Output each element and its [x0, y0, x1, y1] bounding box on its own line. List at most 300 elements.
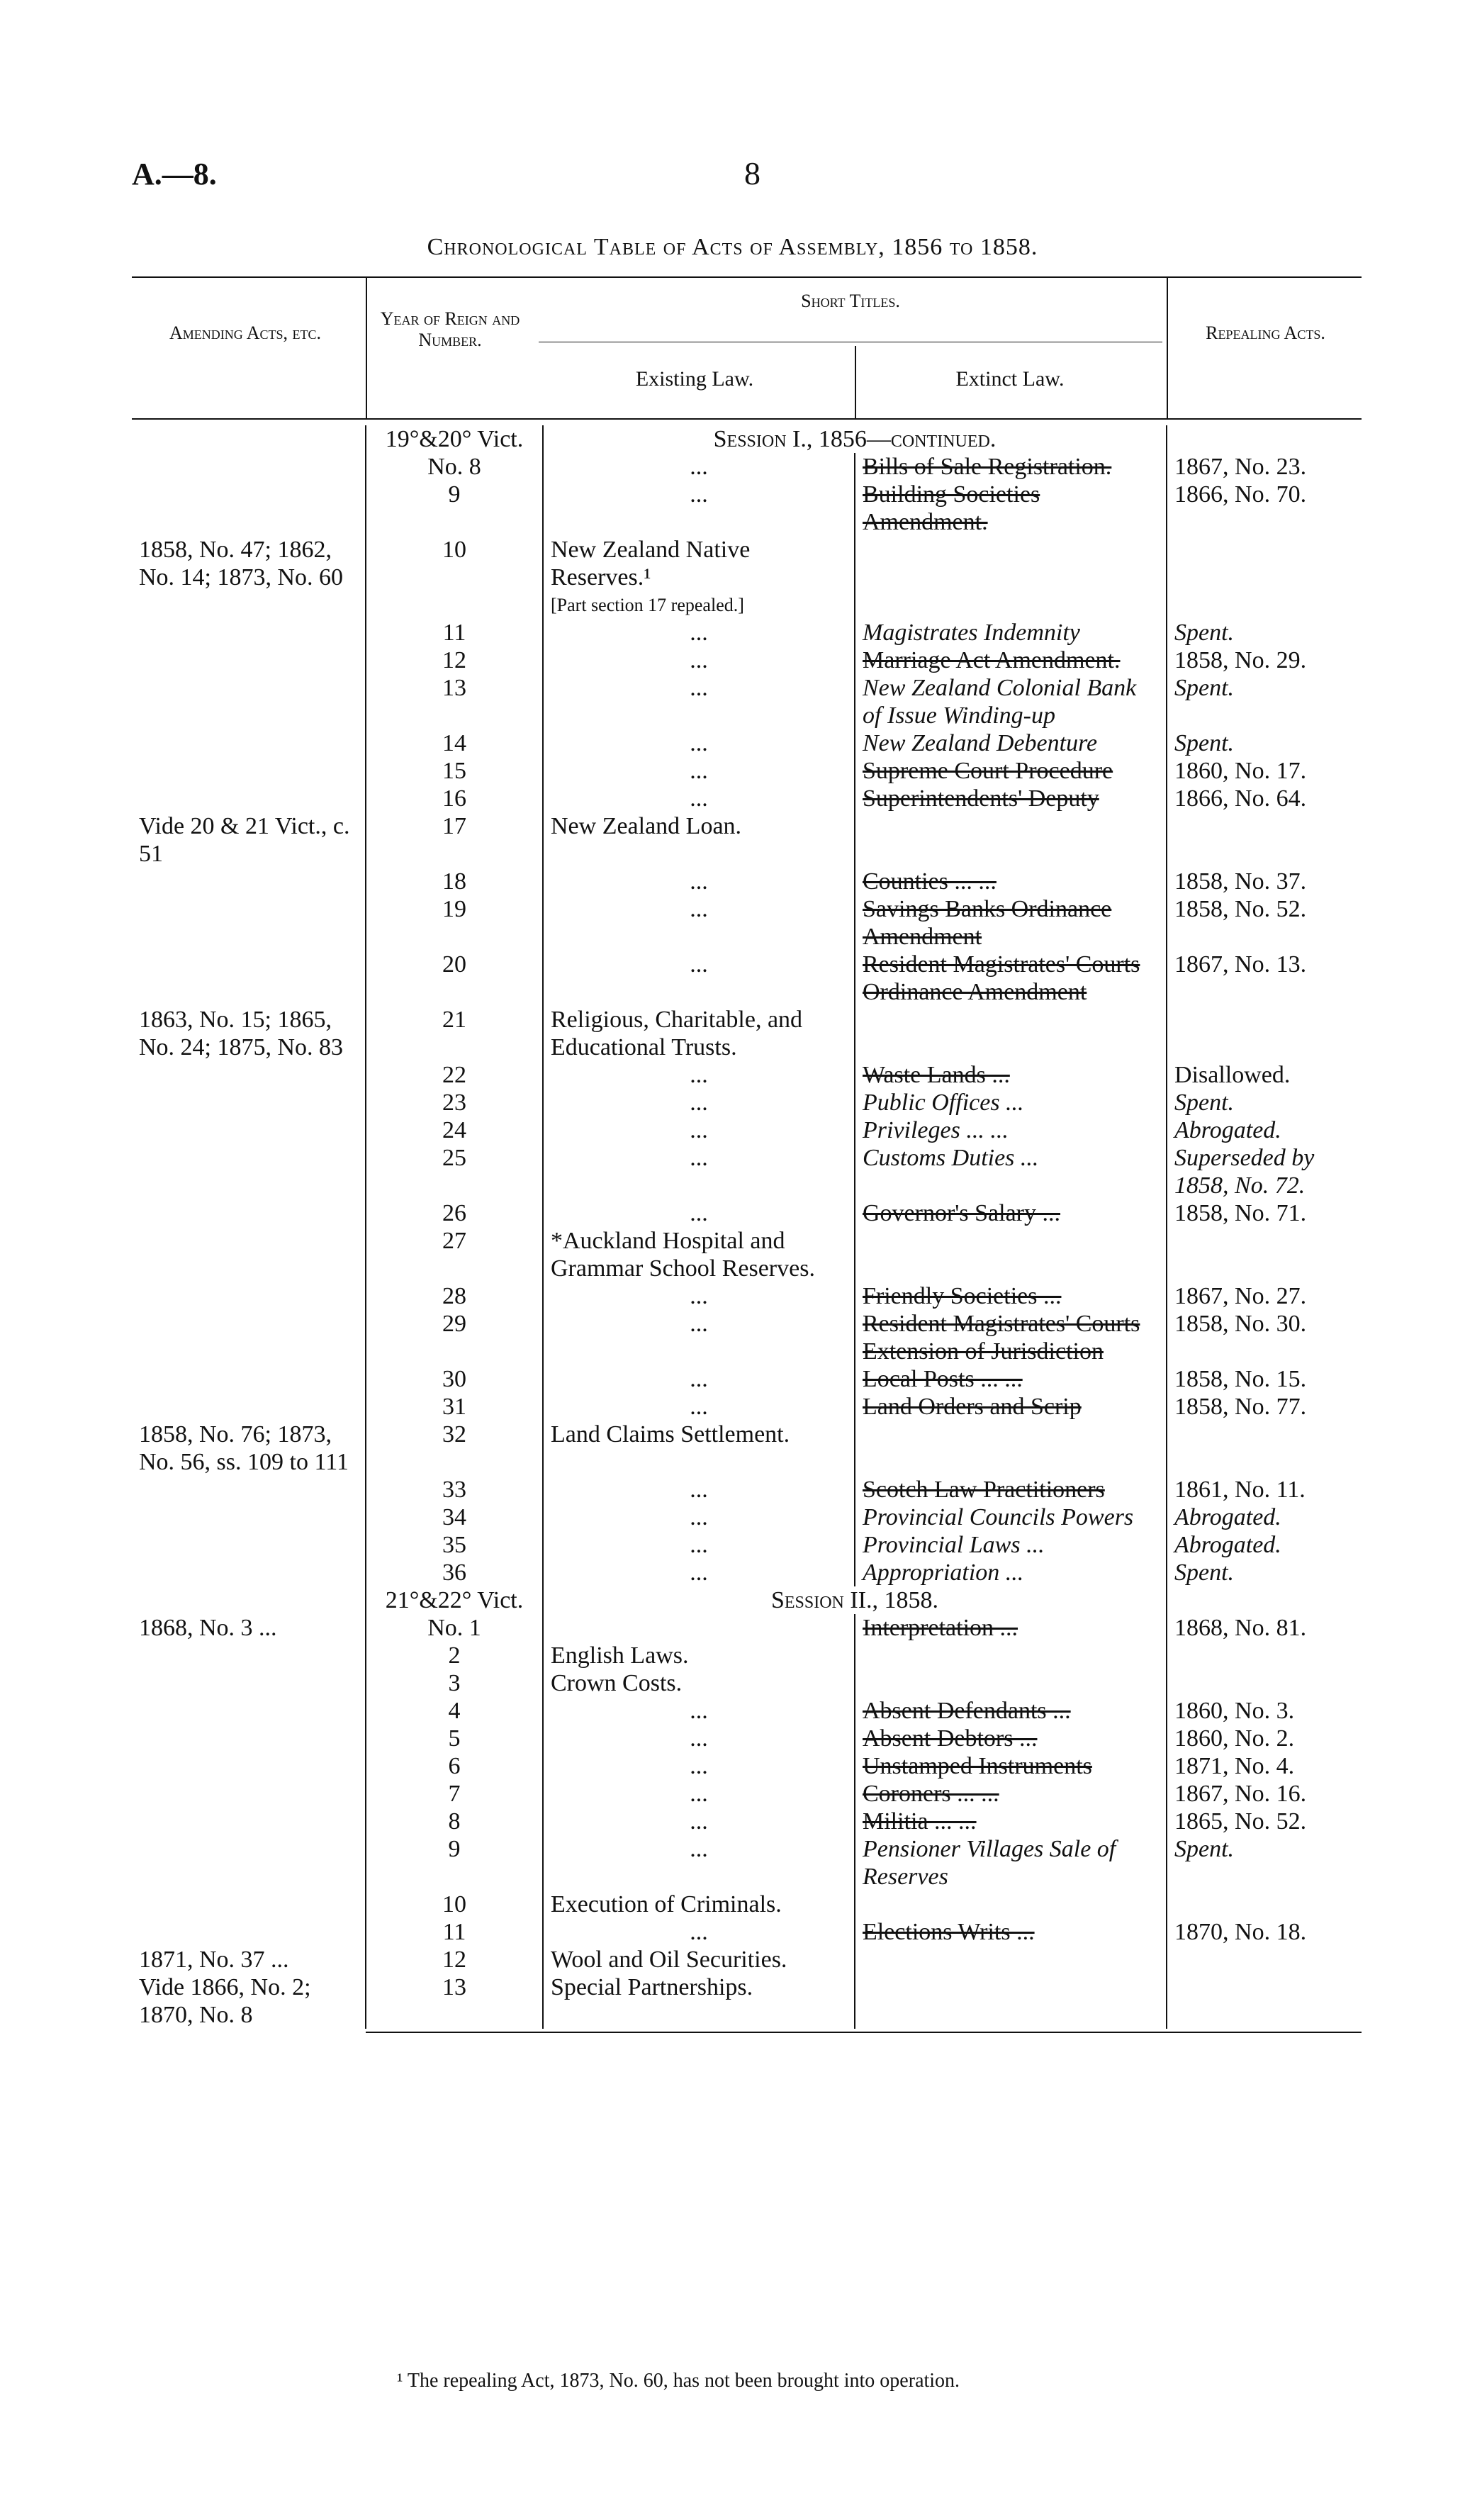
- repealing-act-cell: [1167, 425, 1362, 453]
- existing-law-cell: [543, 1531, 855, 1559]
- year-cell: 33: [366, 1476, 543, 1503]
- table-row: [132, 481, 1362, 536]
- col-header-year: Year of Reign and Number.: [380, 308, 520, 350]
- year-cell: 15: [366, 757, 543, 785]
- year-cell: 36: [366, 1559, 543, 1586]
- existing-law-cell: [543, 1282, 855, 1310]
- extinct-law-cell: Bills of Sale Registration.: [855, 453, 1167, 481]
- extinct-law-cell: Resident Magistrates' Courts Extension of Jurisdiction: [855, 1310, 1167, 1365]
- amending-cell: [132, 1642, 366, 1669]
- extinct-law-cell: Militia ... ...: [855, 1808, 1167, 1835]
- table-row: [132, 951, 1362, 1006]
- extinct-law-cell: Absent Defendants ...: [855, 1697, 1167, 1725]
- existing-law-text: ...: [690, 1477, 708, 1503]
- repealing-act-cell: Spent.: [1174, 1836, 1235, 1862]
- amending-cell: [132, 1199, 366, 1227]
- existing-law-text: ...: [690, 647, 708, 673]
- repealing-act-cell: 1858, No. 30.: [1174, 1311, 1307, 1337]
- year-cell: 20: [366, 951, 543, 1006]
- existing-law-text: ...: [690, 868, 708, 895]
- year-cell: 25: [366, 1144, 543, 1199]
- footnote: ¹ The repealing Act, 1873, No. 60, has not been brought into operation.: [397, 2370, 960, 2392]
- amending-cell: [132, 1586, 366, 1614]
- table-row: [132, 1946, 1362, 1973]
- repealing-act-cell: 1866, No. 64.: [1174, 785, 1307, 812]
- extinct-law-cell: Scotch Law Practitioners: [855, 1476, 1167, 1503]
- existing-law-cell: [543, 1061, 855, 1089]
- amending-cell: [132, 951, 366, 1006]
- extinct-law-cell: Land Orders and Scrip: [855, 1393, 1167, 1421]
- table-row: [132, 1973, 1362, 2029]
- year-cell: 11: [366, 1918, 543, 1946]
- extinct-law-cell: Local Posts ... ...: [855, 1365, 1167, 1393]
- amending-cell: [132, 1808, 366, 1835]
- table-row: [132, 674, 1362, 729]
- extinct-law-cell: [855, 1973, 1167, 2029]
- amending-cell: [132, 481, 366, 536]
- year-cell: 11: [366, 619, 543, 646]
- extinct-law-cell: Appropriation ...: [855, 1559, 1167, 1586]
- amending-cell: [132, 1144, 366, 1199]
- year-cell: 26: [366, 1199, 543, 1227]
- repealing-act-cell: 1870, No. 18.: [1174, 1919, 1307, 1945]
- repealing-act-cell: Abrogated.: [1174, 1504, 1281, 1530]
- amending-cell: [132, 1531, 366, 1559]
- existing-law-cell: [543, 757, 855, 785]
- existing-law-text: ...: [690, 730, 708, 756]
- year-cell: 23: [366, 1089, 543, 1116]
- existing-law-cell: [543, 1089, 855, 1116]
- extinct-law-cell: Magistrates Indemnity: [855, 619, 1167, 646]
- repealing-act-cell: 1867, No. 27.: [1174, 1283, 1307, 1309]
- year-cell: 14: [366, 729, 543, 757]
- repealing-act-cell: Spent.: [1174, 675, 1235, 701]
- year-cell: No. 8: [366, 453, 543, 481]
- table-row: [132, 1697, 1362, 1725]
- existing-law-text: Execution of Criminals.: [551, 1891, 782, 1917]
- existing-law-cell: [543, 1752, 855, 1780]
- extinct-law-cell: Savings Banks Ordinance Amendment: [855, 895, 1167, 951]
- existing-law-text: ...: [690, 1532, 708, 1558]
- table-row: [132, 1310, 1362, 1365]
- repealing-act-cell: [1167, 812, 1362, 868]
- repealing-act-cell: 1860, No. 3.: [1174, 1698, 1295, 1724]
- table-row: [132, 1725, 1362, 1752]
- existing-law-text: English Laws.: [551, 1642, 689, 1669]
- repealing-act-cell: [1167, 1586, 1362, 1614]
- extinct-law-cell: [855, 1669, 1167, 1697]
- existing-law-cell: [543, 1808, 855, 1835]
- repealing-act-cell: 1867, No. 23.: [1174, 454, 1307, 480]
- amending-cell: [132, 1669, 366, 1697]
- amending-cell: [132, 1089, 366, 1116]
- existing-law-text: Crown Costs.: [551, 1670, 683, 1696]
- repealing-act-cell: 1866, No. 70.: [1174, 481, 1307, 508]
- year-cell: 12: [366, 1946, 543, 1973]
- repealing-act-cell: 1868, No. 81.: [1174, 1615, 1307, 1641]
- table-bottom-rule: [366, 2032, 1362, 2033]
- repealing-act-cell: 1865, No. 52.: [1174, 1808, 1307, 1835]
- table-row: [132, 757, 1362, 785]
- extinct-law-cell: New Zealand Debenture: [855, 729, 1167, 757]
- table-row: [132, 1116, 1362, 1144]
- existing-law-text: ...: [690, 1366, 708, 1392]
- table-row: [132, 1642, 1362, 1669]
- repealing-act-cell: [1167, 1006, 1362, 1061]
- amending-cell: 1858, No. 76; 1873, No. 56, ss. 109 to 111: [139, 1421, 349, 1475]
- amending-cell: [132, 895, 366, 951]
- table-row: [132, 1559, 1362, 1586]
- existing-law-text: ...: [690, 1781, 708, 1807]
- table-row: [132, 785, 1362, 812]
- amending-cell: [132, 1891, 366, 1918]
- year-cell: 32: [366, 1421, 543, 1476]
- extinct-law-cell: Superintendents' Deputy: [855, 785, 1167, 812]
- extinct-law-cell: [855, 1891, 1167, 1918]
- repealing-act-cell: 1861, No. 11.: [1174, 1477, 1306, 1503]
- extinct-law-cell: New Zealand Colonial Bank of Issue Winding-up: [855, 674, 1167, 729]
- existing-law-cell: [543, 1476, 855, 1503]
- extinct-law-cell: Provincial Laws ...: [855, 1531, 1167, 1559]
- repealing-act-cell: Spent.: [1174, 730, 1235, 756]
- table-row: [132, 895, 1362, 951]
- existing-law-cell: [543, 1835, 855, 1891]
- existing-law-cell: [543, 729, 855, 757]
- existing-law-cell: [543, 1725, 855, 1752]
- header-divider-3: [1167, 278, 1168, 418]
- extinct-law-cell: Counties ... ...: [855, 868, 1167, 895]
- table-row: [132, 646, 1362, 674]
- extinct-law-cell: Coroners ... ...: [855, 1780, 1167, 1808]
- repealing-act-cell: [1167, 1946, 1362, 1973]
- table-row: [132, 1531, 1362, 1559]
- extinct-law-cell: Building Societies Amendment.: [855, 481, 1167, 536]
- existing-law-cell: [543, 646, 855, 674]
- amending-cell: [132, 646, 366, 674]
- extinct-law-cell: Marriage Act Amendment.: [855, 646, 1167, 674]
- col-header-extinct: Extinct Law.: [955, 367, 1065, 391]
- year-cell: 6: [366, 1752, 543, 1780]
- existing-law-text: ...: [690, 1117, 708, 1143]
- repealing-act-cell: [1167, 1973, 1362, 2029]
- year-cell: 18: [366, 868, 543, 895]
- existing-law-text: New Zealand Loan.: [551, 813, 742, 839]
- year-cell: 10: [366, 536, 543, 619]
- table-row: [132, 536, 1362, 619]
- year-cell: 8: [366, 1808, 543, 1835]
- existing-law-cell: [543, 1365, 855, 1393]
- amending-cell: 1868, No. 3 ...: [139, 1615, 277, 1641]
- amending-cell: 1871, No. 37 ...: [139, 1947, 289, 1973]
- extinct-law-cell: [855, 1227, 1167, 1282]
- repealing-act-cell: 1867, No. 16.: [1174, 1781, 1307, 1807]
- year-cell: 22: [366, 1061, 543, 1089]
- existing-law-text: ...: [690, 1394, 708, 1420]
- existing-law-text: ...: [690, 1698, 708, 1724]
- table-row: [132, 1780, 1362, 1808]
- repealing-act-cell: 1858, No. 77.: [1174, 1394, 1307, 1420]
- existing-law-cell: [543, 1421, 855, 1476]
- existing-law-text: Land Claims Settlement.: [551, 1421, 790, 1447]
- repealing-act-cell: 1858, No. 37.: [1174, 868, 1307, 895]
- table-row: [132, 1282, 1362, 1310]
- existing-law-cell: [543, 1891, 855, 1918]
- existing-law-cell: [543, 1227, 855, 1282]
- existing-law-text: ...: [690, 620, 708, 646]
- table-row: [132, 1503, 1362, 1531]
- table-row: [132, 1421, 1362, 1476]
- existing-law-cell: [543, 1559, 855, 1586]
- year-cell: 3: [366, 1669, 543, 1697]
- extinct-law-cell: Governor's Salary ...: [855, 1199, 1167, 1227]
- year-cell: 34: [366, 1503, 543, 1531]
- amending-cell: [132, 1780, 366, 1808]
- existing-law-text: ...: [690, 675, 708, 701]
- amending-cell: 1858, No. 47; 1862, No. 14; 1873, No. 60: [139, 537, 344, 590]
- existing-law-cell: [543, 1503, 855, 1531]
- amending-cell: 1863, No. 15; 1865, No. 24; 1875, No. 83: [139, 1007, 344, 1060]
- existing-law-cell: [543, 1199, 855, 1227]
- extinct-law-cell: Unstamped Instruments: [855, 1752, 1167, 1780]
- table-row: [132, 729, 1362, 757]
- extinct-law-cell: Provincial Councils Powers: [855, 1503, 1167, 1531]
- table-row: [132, 1891, 1362, 1918]
- repealing-act-cell: [1167, 1642, 1362, 1669]
- table-row: [132, 1144, 1362, 1199]
- existing-law-cell: [543, 868, 855, 895]
- repealing-act-cell: 1860, No. 2.: [1174, 1725, 1295, 1752]
- existing-law-cell: [543, 1669, 855, 1697]
- table-row: [132, 1752, 1362, 1780]
- existing-law-text: New Zealand Native Reserves.¹: [551, 537, 751, 590]
- top-rule: [132, 276, 1362, 278]
- table-row: [132, 1089, 1362, 1116]
- table-row: [132, 1918, 1362, 1946]
- existing-law-cell: [543, 1006, 855, 1061]
- page-title: Chronological Table of Acts of Assembly, 1856 to 1858.: [427, 234, 1038, 260]
- year-cell: 21°&22° Vict.: [366, 1586, 543, 1614]
- amending-cell: [132, 619, 366, 646]
- year-cell: 35: [366, 1531, 543, 1559]
- session-heading: Session II., 1858.: [543, 1586, 1167, 1614]
- year-cell: 31: [366, 1393, 543, 1421]
- amending-cell: [132, 1476, 366, 1503]
- year-cell: 5: [366, 1725, 543, 1752]
- year-cell: 29: [366, 1310, 543, 1365]
- repealing-act-cell: Disallowed.: [1174, 1062, 1291, 1088]
- table-row: [132, 1365, 1362, 1393]
- amending-cell: [132, 868, 366, 895]
- extinct-law-cell: [855, 1006, 1167, 1061]
- extinct-law-cell: [855, 536, 1167, 619]
- repealing-act-cell: [1167, 1227, 1362, 1282]
- table-row: [132, 1006, 1362, 1061]
- year-cell: No. 1: [366, 1614, 543, 1642]
- extinct-law-cell: [855, 1946, 1167, 1973]
- table-row: [132, 619, 1362, 646]
- existing-law-text: ...: [690, 1311, 708, 1337]
- existing-law-cell: [543, 1614, 855, 1642]
- amending-cell: [132, 1918, 366, 1946]
- amending-cell: [132, 785, 366, 812]
- existing-law-cell: [543, 812, 855, 868]
- repealing-act-cell: Abrogated.: [1174, 1117, 1281, 1143]
- repealing-act-cell: Abrogated.: [1174, 1532, 1281, 1558]
- existing-law-text: Special Partnerships.: [551, 1974, 753, 2000]
- amending-cell: [132, 1282, 366, 1310]
- existing-law-cell: [543, 1780, 855, 1808]
- amending-cell: [132, 1503, 366, 1531]
- existing-law-cell: [543, 536, 855, 619]
- header-divider-2: [855, 346, 856, 418]
- extinct-law-cell: Waste Lands ...: [855, 1061, 1167, 1089]
- existing-law-note: [Part section 17 repealed.]: [551, 595, 744, 615]
- existing-law-cell: [543, 1310, 855, 1365]
- repealing-act-cell: 1858, No. 52.: [1174, 896, 1307, 922]
- amending-cell: [132, 1559, 366, 1586]
- existing-law-text: ...: [690, 951, 708, 978]
- existing-law-text: ...: [690, 481, 708, 508]
- amending-cell: [132, 425, 366, 453]
- table-row: [132, 1227, 1362, 1282]
- extinct-law-cell: Elections Writs ...: [855, 1918, 1167, 1946]
- extinct-law-cell: [855, 1642, 1167, 1669]
- extinct-law-cell: Supreme Court Procedure: [855, 757, 1167, 785]
- col-header-short-titles: Short Titles.: [801, 291, 900, 311]
- amending-cell: [132, 1116, 366, 1144]
- header-bottom-rule: [132, 418, 1362, 420]
- existing-law-cell: [543, 1918, 855, 1946]
- page-number: 8: [744, 155, 760, 191]
- extinct-law-cell: Resident Magistrates' Courts Ordinance Amendment: [855, 951, 1167, 1006]
- existing-law-cell: [543, 895, 855, 951]
- amending-cell: [132, 1227, 366, 1282]
- existing-law-text: ...: [690, 758, 708, 784]
- session-heading: Session I., 1856—continued.: [543, 425, 1167, 453]
- year-cell: 13: [366, 1973, 543, 2029]
- year-cell: 28: [366, 1282, 543, 1310]
- existing-law-text: ...: [690, 785, 708, 812]
- year-cell: 24: [366, 1116, 543, 1144]
- extinct-law-cell: Customs Duties ...: [855, 1144, 1167, 1199]
- table-row: [132, 1393, 1362, 1421]
- existing-law-cell: [543, 481, 855, 536]
- year-cell: 13: [366, 674, 543, 729]
- col-header-amending: Amending Acts, etc.: [169, 323, 322, 343]
- year-cell: 9: [366, 481, 543, 536]
- existing-law-text: ...: [690, 1062, 708, 1088]
- col-header-repealing: Repealing Acts.: [1206, 323, 1325, 343]
- existing-law-text: ...: [690, 1283, 708, 1309]
- extinct-law-cell: Absent Debtors ...: [855, 1725, 1167, 1752]
- existing-law-cell: [543, 1393, 855, 1421]
- repealing-act-cell: 1858, No. 71.: [1174, 1200, 1307, 1226]
- year-cell: 9: [366, 1835, 543, 1891]
- existing-law-text: ...: [690, 1919, 708, 1945]
- repealing-act-cell: 1860, No. 17.: [1174, 758, 1307, 784]
- existing-law-cell: [543, 951, 855, 1006]
- existing-law-text: ...: [690, 1504, 708, 1530]
- year-cell: 21: [366, 1006, 543, 1061]
- existing-law-cell: [543, 1116, 855, 1144]
- header-divider-1: [366, 278, 367, 418]
- col-header-existing: Existing Law.: [635, 367, 754, 391]
- year-cell: 19: [366, 895, 543, 951]
- repealing-act-cell: [1167, 1891, 1362, 1918]
- year-cell: 4: [366, 1697, 543, 1725]
- repealing-act-cell: 1858, No. 15.: [1174, 1366, 1307, 1392]
- amending-cell: [132, 1752, 366, 1780]
- existing-law-text: ...: [690, 1753, 708, 1779]
- existing-law-cell: [543, 619, 855, 646]
- year-cell: 12: [366, 646, 543, 674]
- extinct-law-cell: Public Offices ...: [855, 1089, 1167, 1116]
- repealing-act-cell: 1858, No. 29.: [1174, 647, 1307, 673]
- amending-cell: [132, 1365, 366, 1393]
- extinct-law-cell: Interpretation ...: [855, 1614, 1167, 1642]
- table-row: [132, 1614, 1362, 1642]
- year-cell: 27: [366, 1227, 543, 1282]
- acts-table: [132, 425, 1362, 2029]
- existing-law-cell: [543, 1973, 855, 2029]
- existing-law-text: ...: [690, 1559, 708, 1586]
- session-row: [132, 425, 1362, 453]
- extinct-law-cell: Friendly Societies ...: [855, 1282, 1167, 1310]
- extinct-law-cell: [855, 1421, 1167, 1476]
- table-row: [132, 1669, 1362, 1697]
- amending-cell: [132, 729, 366, 757]
- existing-law-text: ...: [690, 1808, 708, 1835]
- table-row: [132, 1476, 1362, 1503]
- extinct-law-cell: Privileges ... ...: [855, 1116, 1167, 1144]
- amending-cell: Vide 20 & 21 Vict., c. 51: [139, 813, 350, 867]
- repealing-act-cell: Spent.: [1174, 620, 1235, 646]
- existing-law-cell: [543, 1946, 855, 1973]
- amending-cell: [132, 1697, 366, 1725]
- table-row: [132, 1808, 1362, 1835]
- repealing-act-cell: 1867, No. 13.: [1174, 951, 1307, 978]
- repealing-act-cell: [1167, 1421, 1362, 1476]
- repealing-act-cell: Spent.: [1174, 1559, 1235, 1586]
- repealing-act-cell: [1167, 536, 1362, 619]
- year-cell: 16: [366, 785, 543, 812]
- repealing-act-cell: Spent.: [1174, 1090, 1235, 1116]
- existing-law-text: ...: [690, 896, 708, 922]
- extinct-law-cell: Pensioner Villages Sale of Reserves: [855, 1835, 1167, 1891]
- existing-law-text: ...: [690, 1725, 708, 1752]
- extinct-law-cell: [855, 812, 1167, 868]
- table-row: [132, 1061, 1362, 1089]
- amending-cell: [132, 1393, 366, 1421]
- amending-cell: [132, 1725, 366, 1752]
- amending-cell: [132, 757, 366, 785]
- table-row: [132, 868, 1362, 895]
- existing-law-text: ...: [690, 1836, 708, 1862]
- amending-cell: [132, 1310, 366, 1365]
- year-cell: 2: [366, 1642, 543, 1669]
- existing-law-text: ...: [690, 1200, 708, 1226]
- year-cell: 30: [366, 1365, 543, 1393]
- existing-law-text: Wool and Oil Securities.: [551, 1947, 787, 1973]
- amending-cell: [132, 1061, 366, 1089]
- page-header-left: A.—8.: [132, 157, 217, 191]
- amending-cell: [132, 453, 366, 481]
- existing-law-cell: [543, 785, 855, 812]
- table-row: [132, 1199, 1362, 1227]
- existing-law-text: ...: [690, 454, 708, 480]
- year-cell: 7: [366, 1780, 543, 1808]
- table-row: [132, 453, 1362, 481]
